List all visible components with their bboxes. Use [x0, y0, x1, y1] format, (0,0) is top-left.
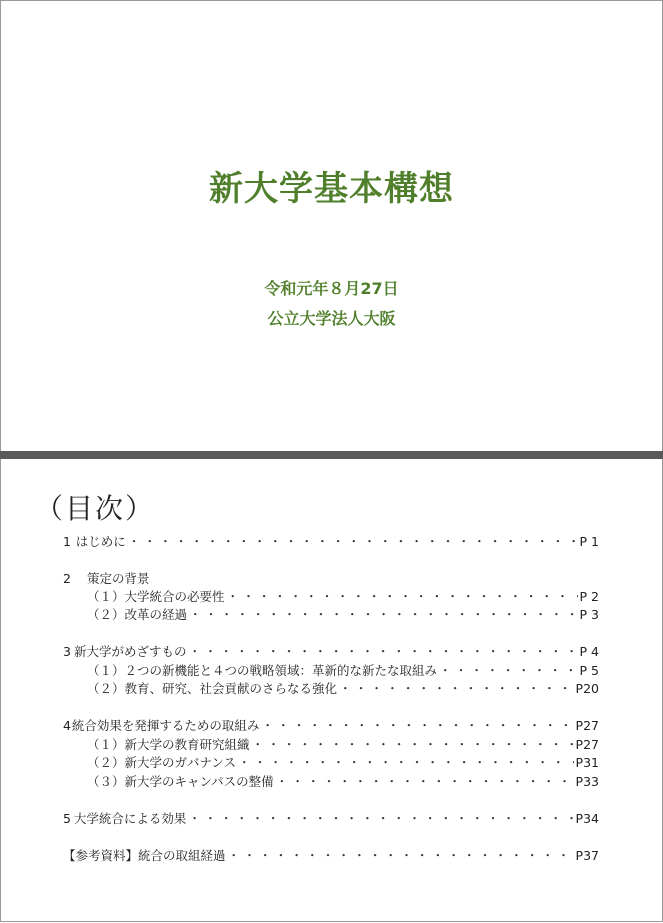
- toc-leader-dots: [227, 588, 578, 606]
- toc-entry[interactable]: [87, 680, 599, 698]
- toc-entry-page: P27: [575, 737, 599, 752]
- document-title: 新大学基本構想: [209, 169, 454, 209]
- toc-entry[interactable]: [63, 847, 599, 865]
- toc-entry[interactable]: [63, 717, 599, 735]
- toc-entry-page: P20: [575, 681, 599, 696]
- toc-entry-text: （２）新大学のガバナンス: [87, 755, 237, 770]
- document-date: 令和元年８月27日: [264, 279, 399, 298]
- toc-entry-text: （１）新大学の教育研究組織: [87, 737, 250, 752]
- toc-entry-text: 大学統合による効果: [73, 811, 187, 826]
- toc-entry-page: P 2: [579, 589, 599, 604]
- toc-leader-dots: [188, 810, 573, 828]
- toc-entry-text: 策定の背景: [87, 571, 150, 586]
- toc-entry[interactable]: [87, 588, 599, 606]
- toc-entry[interactable]: [87, 606, 599, 624]
- toc-entry-number: 3: [63, 644, 71, 659]
- toc-entry-page: P34: [575, 811, 599, 826]
- organization-name: 公立大学法人大阪: [267, 309, 396, 328]
- toc-entry-number: 2: [63, 571, 71, 586]
- toc-leader-dots: [228, 847, 574, 865]
- toc-leader-dots: [261, 717, 573, 735]
- toc-entry[interactable]: [87, 773, 599, 791]
- toc-entry-page: P 1: [579, 534, 599, 549]
- toc-leader-dots: [439, 662, 578, 680]
- toc-leader-dots: [252, 736, 574, 754]
- toc-entry-number: 1: [63, 534, 71, 549]
- toc-entry-text: はじめに: [75, 534, 126, 549]
- cover-page: [0, 0, 663, 451]
- toc-entry[interactable]: [63, 570, 599, 588]
- toc-entry[interactable]: [63, 810, 599, 828]
- toc-entry-text: （１）２つの新機能と４つの戦略領域：革新的な新たな取組み: [87, 663, 438, 678]
- toc-entry-page: P31: [575, 755, 599, 770]
- toc-entry-text: （２）改革の経過: [87, 607, 188, 622]
- toc-leader-dots: [339, 680, 574, 698]
- toc-heading: （目次）: [35, 492, 156, 525]
- toc-leader-dots: [189, 606, 578, 624]
- toc-entry[interactable]: [63, 643, 599, 661]
- toc-entry-page: P27: [575, 718, 599, 733]
- toc-leader-dots: [276, 773, 574, 791]
- toc-entry-page: P37: [575, 848, 599, 863]
- toc-entry[interactable]: [87, 736, 599, 754]
- toc-entry-number: 5: [63, 811, 71, 826]
- toc-entry[interactable]: [87, 754, 599, 772]
- toc-entry-page: P 5: [579, 663, 599, 678]
- toc-entry-text: 統合効果を発揮するための取組み: [71, 718, 260, 733]
- toc-entry-page: P 3: [579, 607, 599, 622]
- toc-entry-page: P 4: [579, 644, 599, 659]
- toc-leader-dots: [189, 643, 578, 661]
- toc-page: [0, 459, 663, 922]
- page-separator: [0, 451, 663, 459]
- toc-entry-text: 新大学がめざすもの: [74, 644, 187, 659]
- toc-entry[interactable]: [63, 533, 599, 551]
- toc-leader-dots: [238, 754, 574, 772]
- toc-entry-text: （１）大学統合の必要性: [87, 589, 225, 604]
- toc-entry-text: （３）新大学のキャンパスの整備: [87, 774, 274, 789]
- toc-entry-number: 4: [63, 718, 71, 733]
- toc-leader-dots: [128, 533, 578, 551]
- toc-entry-text: （２）教育、研究、社会貢献のさらなる強化: [87, 681, 338, 696]
- toc-entry-text: 【参考資料】統合の取組経過: [63, 848, 226, 863]
- toc-entry[interactable]: [87, 662, 599, 680]
- toc-entry-page: P33: [575, 774, 599, 789]
